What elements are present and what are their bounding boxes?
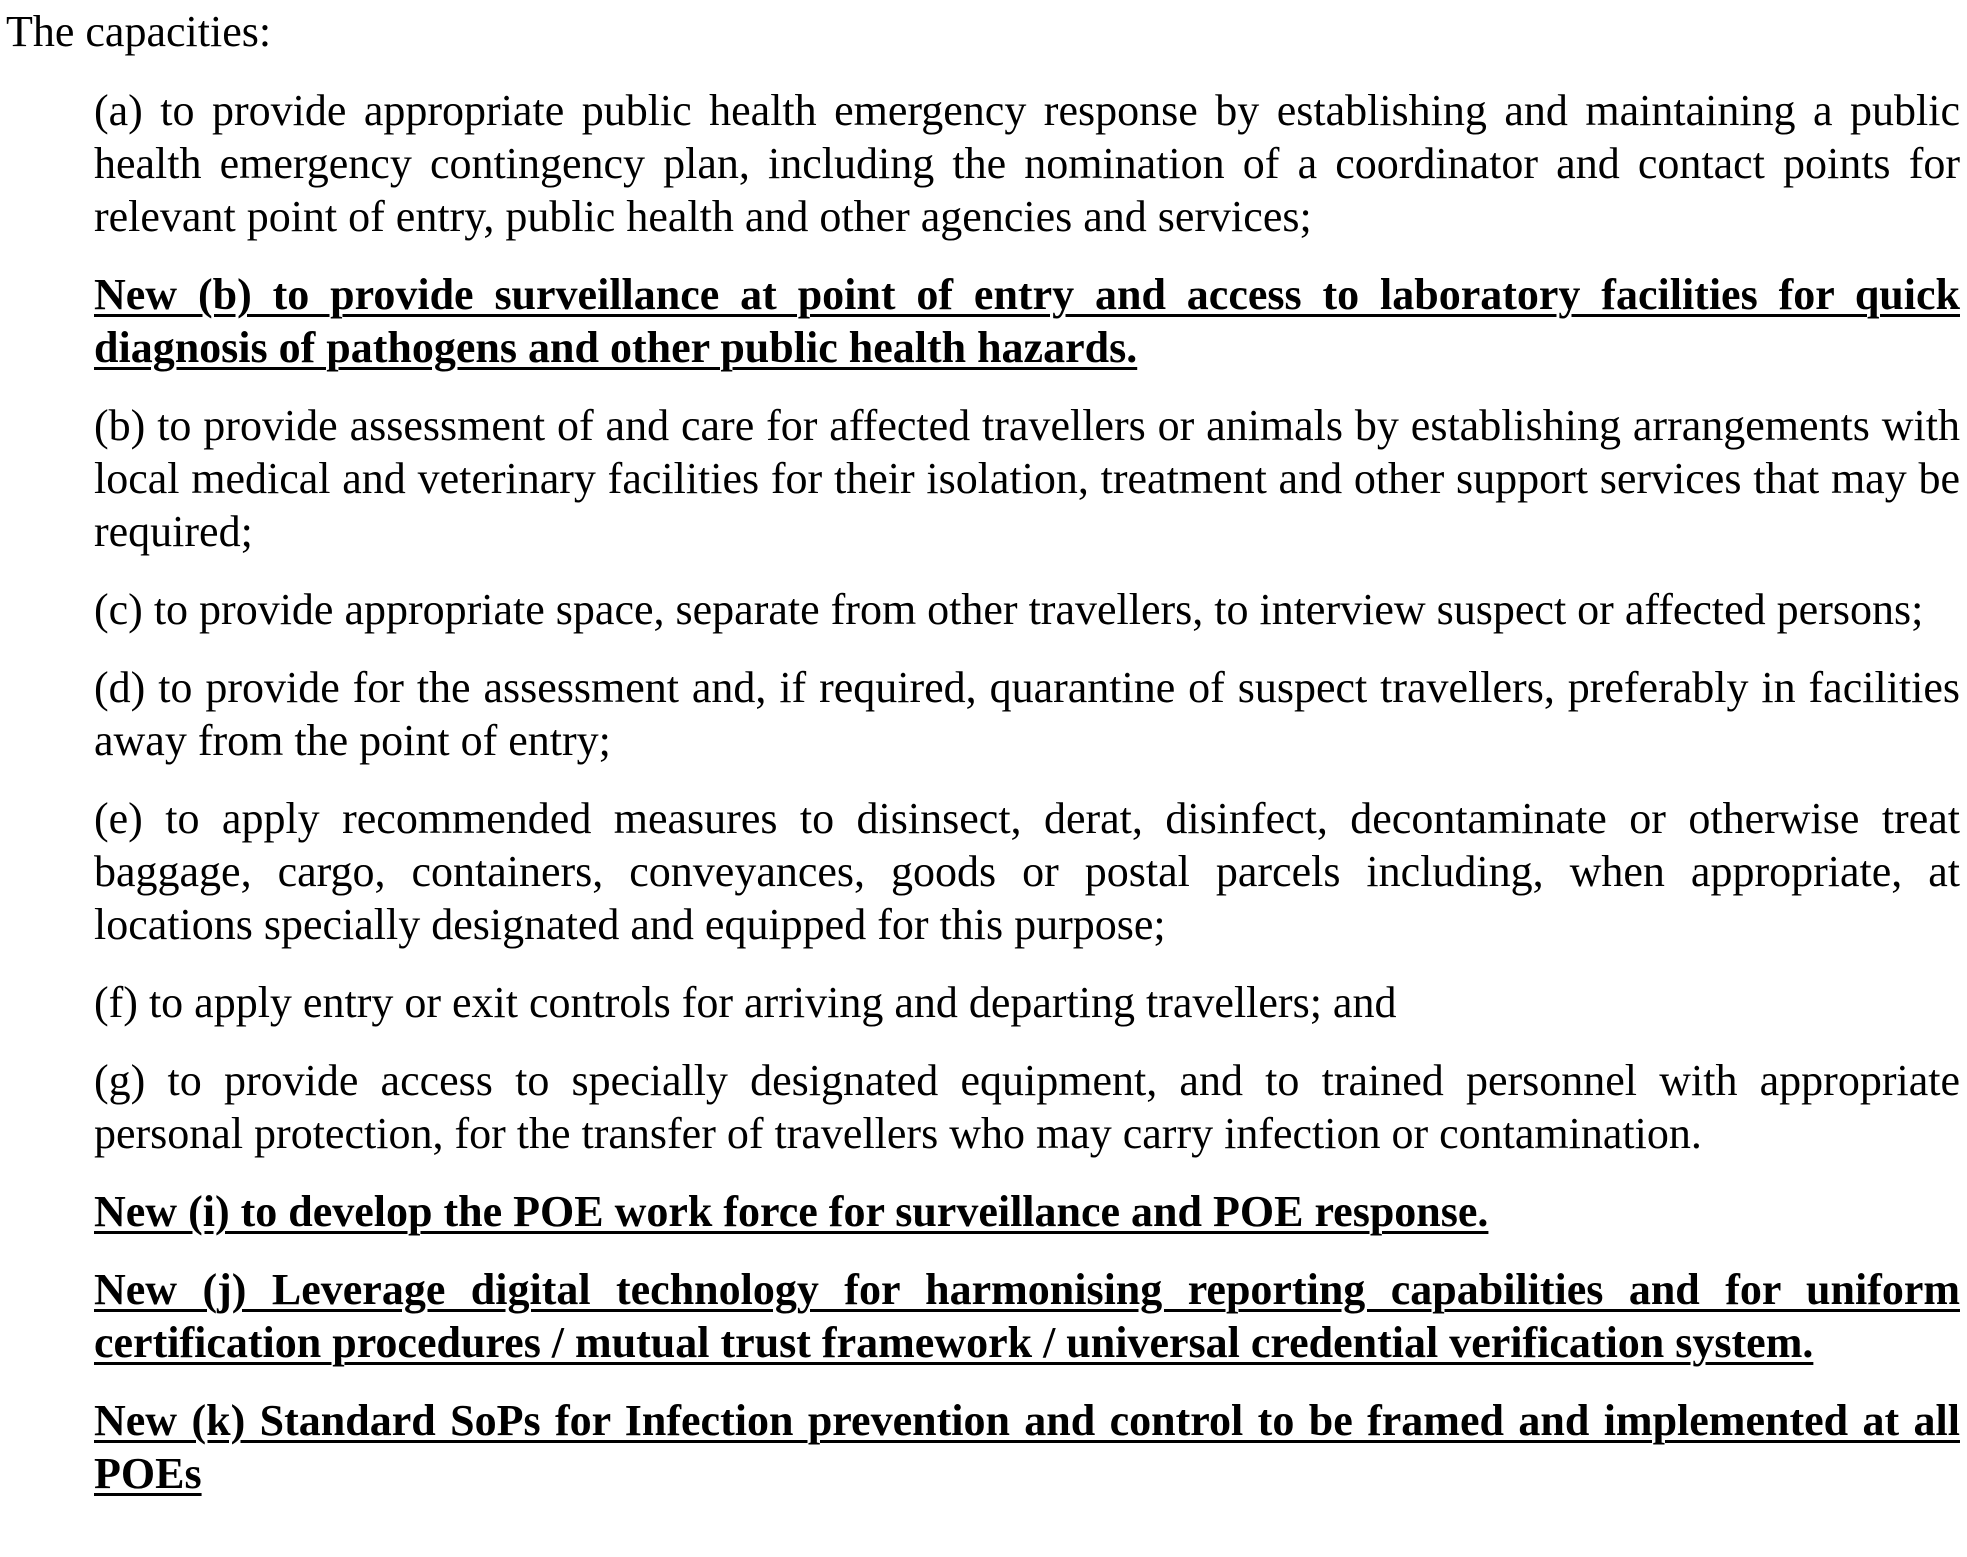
capacity-f: (f) to apply entry or exit controls for arriving and departing travellers; and [94,978,1397,1027]
capacity-c: (c) to provide appropriate space, separate from other travellers, to interview suspect or affected persons; [94,585,1924,634]
capacity-d: (d) to provide for the assessment and, if required, quarantine of suspect travellers, preferably in facilities away from the point of entry; [94,663,1960,765]
capacity-g: (g) to provide access to specially designated equipment, and to trained personnel with appropriate personal protection, for the transfer of travellers who may carry infection or contamination. [94,1056,1960,1158]
capacity-b: (b) to provide assessment of and care for affected travellers or animals by establishing arrangements with local medical and veterinary facilities for their isolation, treatment and other support services that may be required; [94,401,1960,556]
capacity-e: (e) to apply recommended measures to disinsect, derat, disinfect, decontaminate or otherwise treat baggage, cargo, containers, conveyances, goods or postal parcels including, when appropriate, at locations specially designated and equipped for this purpose; [94,794,1960,949]
capacities-list [94,84,1960,1525]
capacity-a: (a) to provide appropriate public health emergency response by establishing and maintaining a public health emergency contingency plan, including the nomination of a coordinator and contact points for relevant point of entry, public health and other agencies and services; [94,86,1960,241]
new-capacity-b: New (b) to provide surveillance at point of entry and access to laboratory facilities for quick diagnosis of pathogens and other public health hazards. [94,270,1960,372]
new-capacity-i: New (i) to develop the POE work force for surveillance and POE response. [94,1187,1489,1236]
new-capacity-j: New (j) Leverage digital technology for harmonising reporting capabilities and for uniform certification procedures / mutual trust framework / universal credential verification system. [94,1265,1960,1367]
new-capacity-k: New (k) Standard SoPs for Infection prevention and control to be framed and implemented at all POEs [94,1396,1960,1498]
intro-heading: The capacities: [6,7,272,56]
